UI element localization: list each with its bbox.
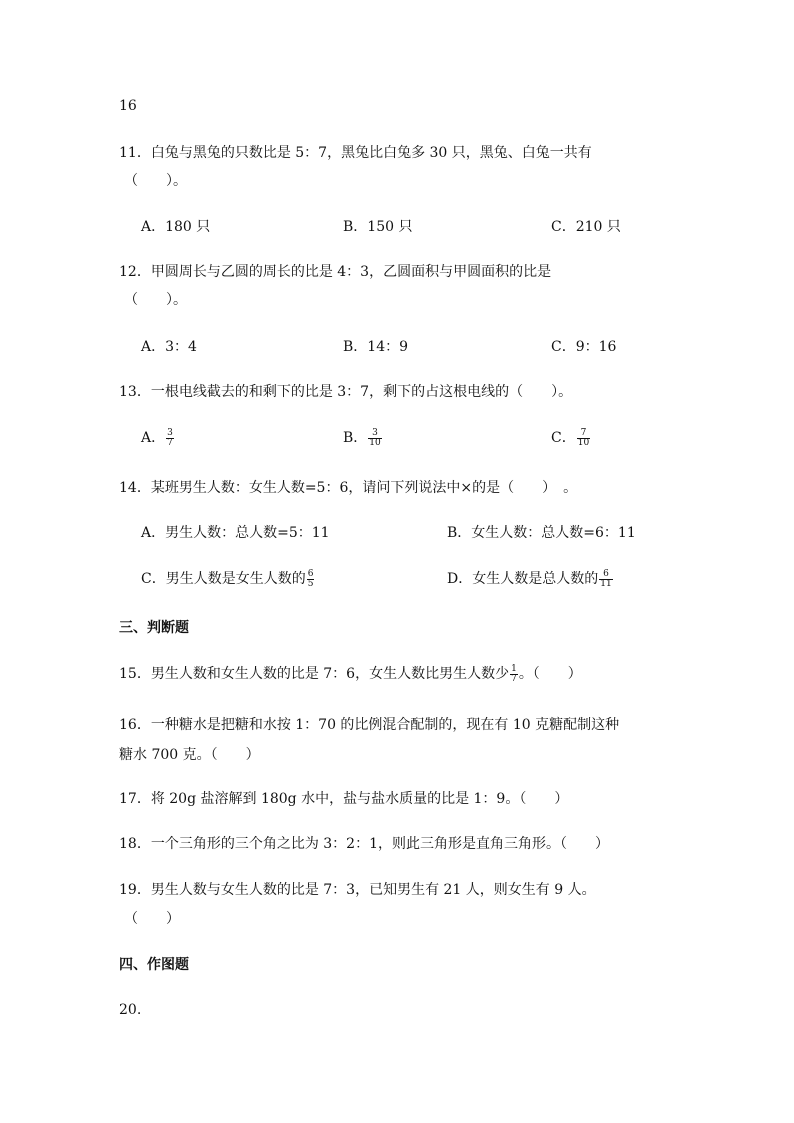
page-number-carryover: 16 [119,98,137,114]
fraction-numerator: 6 [603,568,609,579]
fraction-numerator: 3 [167,427,173,438]
fraction-denominator: 5 [307,578,314,589]
fraction-denominator: 10 [577,437,590,448]
option-label: A． [141,430,166,446]
question-12-blank: （ ）。 [124,292,187,308]
fraction [166,429,174,448]
question-14-option-c [141,569,315,589]
question-11-text: 11．白兔与黑兔的只数比是 5：7，黑兔比白兔多 30 只，黑兔、白兔一共有 [119,145,592,161]
question-12-option-b: B．14：9 [343,339,409,355]
fraction-denominator: 7 [511,673,517,684]
fraction [599,570,612,589]
fraction [307,570,315,589]
question-16-text: 16．一种糖水是把糖和水按 1：70 的比例混合配制的，现在有 10 克糖配制这种 [119,717,620,733]
fraction-numerator: 6 [307,568,314,579]
question-20-label: 20. [119,1002,142,1018]
question-14-text: 14．某班男生人数：女生人数=5：6，请问下列说法中×的是（ ） 。 [119,480,578,496]
question-19-blank: （ ） [124,911,180,927]
section-heading-draw: 四、作图题 [119,957,189,973]
question-11-option-a: A．180 只 [141,219,211,235]
fraction-denominator: 11 [600,578,612,589]
section-heading-judge: 三、判断题 [119,620,189,636]
question-14-option-a: A．男生人数：总人数=5：11 [141,525,330,541]
fraction-numerator: 1 [511,663,517,674]
fraction [368,429,381,448]
question-14-option-d [447,569,614,589]
question-11-option-c: C．210 只 [551,219,621,235]
question-13-text: 13．一根电线截去的和剩下的比是 3：7，剩下的占这根电线的（ ）。 [119,384,573,400]
option-text: C．男生人数是女生人数的 [141,571,306,587]
question-11-option-b: B．150 只 [343,219,413,235]
question-15-text-after: 。（ ） [518,666,582,682]
fraction [577,429,590,448]
question-11-blank: （ ）。 [124,173,187,189]
question-17-text: 17．将 20g 盐溶解到 180g 水中，盐与盐水质量的比是 1：9。（ ） [119,791,569,807]
question-18-text: 18．一个三角形的三个角之比为 3：2：1，则此三角形是直角三角形。（ ） [119,836,609,852]
fraction [510,665,518,684]
question-13-option-a [141,428,175,448]
question-12-option-c: C．9：16 [551,339,617,355]
fraction-numerator: 7 [580,427,587,438]
question-13-option-c [551,428,591,448]
question-15-text [119,664,582,684]
option-text: D．女生人数是总人数的 [447,571,599,587]
fraction-denominator: 10 [369,437,381,448]
question-12-option-a: A．3：4 [141,339,197,355]
question-19-text: 19．男生人数与女生人数的比是 7：3，已知男生有 21 人，则女生有 9 人。 [119,882,596,898]
fraction-denominator: 7 [167,437,173,448]
option-label: B． [343,430,368,446]
question-16-text-cont: 糖水 700 克。（ ） [119,747,260,763]
question-15-text-before: 15．男生人数和女生人数的比是 7：6，女生人数比男生人数少 [119,666,510,682]
question-13-option-b [343,428,383,448]
question-12-text: 12．甲圆周长与乙圆的周长的比是 4：3，乙圆面积与甲圆面积的比是 [119,264,552,280]
question-14-option-b: B．女生人数：总人数=6：11 [447,525,636,541]
fraction-numerator: 3 [372,427,378,438]
option-label: C． [551,430,576,446]
